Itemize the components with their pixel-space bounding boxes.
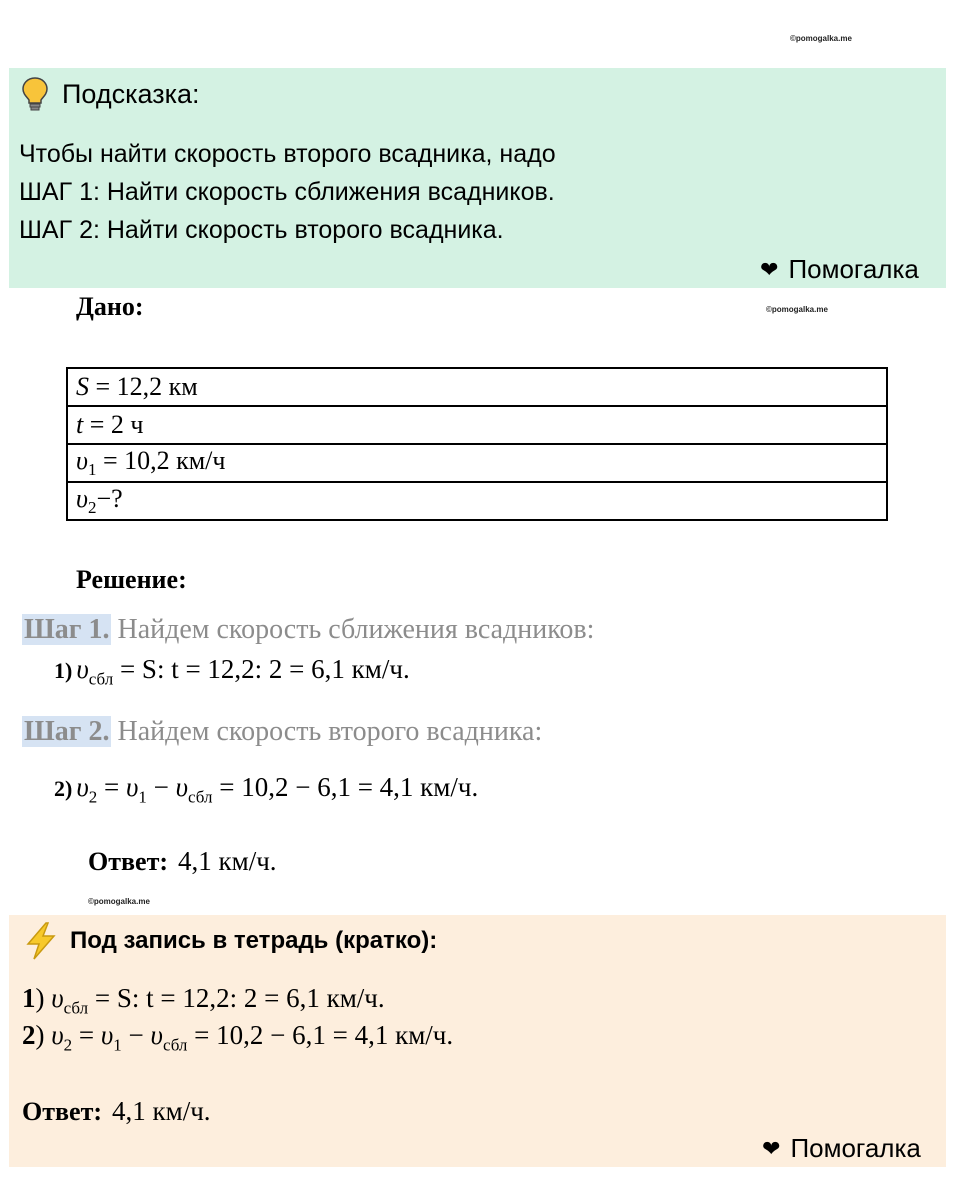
hint-step-2-label: ШАГ 2: [19, 216, 100, 244]
notes-title [22, 921, 437, 961]
step-2-text: Найдем скорость второго всадника: [117, 716, 543, 747]
given-value: −? [96, 483, 123, 513]
hint-step-1-text: Найти скорость сближения всадников. [99, 178, 555, 206]
hint-title [20, 76, 200, 112]
given-value: = 2 ч [83, 410, 144, 439]
notes-answer [22, 1096, 211, 1127]
answer-label: Ответ: [22, 1097, 103, 1126]
hint-step-1-label: ШАГ 1: [19, 178, 100, 206]
given-value: = 10,2 км/ч [96, 445, 226, 475]
formula-1: 1) $\upsilon_{сбл} = S$: t = 12,2: 2 = 6,1 км/ч. [54, 654, 410, 689]
hint-step-2-text: Найти скорость второго всадника. [99, 216, 504, 244]
answer-label: Ответ: [88, 847, 169, 876]
formula-number: 2) [54, 776, 73, 801]
brand-notes [762, 1133, 921, 1164]
answer-value: 4,1 км/ч. [112, 1096, 211, 1126]
brand-label: Помогалка [788, 254, 919, 284]
hint-title-text: Подсказка: [62, 78, 200, 109]
given-var: S [76, 372, 89, 401]
subscript-sbl: сбл [162, 1035, 188, 1055]
notes-formula-1: 1) $\upsilon_{сбл} = S$: t = 12,2: 2 = 6,1 км/ч. [22, 983, 385, 1018]
step-1-text: Найдем скорость сближения всадников: [117, 614, 595, 645]
notes-formula-2: 2) $\upsilon_2 = \upsilon_1 - \upsilon_{сбл} = 10,2 - 6,1 = 4,1$ км/ч. [22, 1020, 454, 1055]
given-sub: 1 [87, 460, 97, 480]
given-sub: 2 [87, 498, 97, 518]
given-var: υ [76, 445, 88, 475]
lightning-icon [22, 921, 60, 961]
solution-step-2 [22, 716, 542, 748]
formula-number: 2 [22, 1020, 36, 1050]
heart-icon: ❤ [762, 1135, 781, 1161]
formula-number: 1 [22, 983, 36, 1013]
step-1-label: Шаг 1. [24, 614, 110, 645]
given-row [67, 406, 887, 444]
watermark: ©pomogalka.me [790, 34, 852, 43]
given-row [67, 368, 887, 406]
hint-step-2 [19, 216, 504, 245]
given-row [67, 482, 887, 520]
heart-icon: ❤ [760, 256, 779, 282]
answer-value: 4,1 км/ч. [178, 846, 277, 876]
formula-1-text: = S: t = 12,2: 2 = 6,1 км/ч. [113, 654, 410, 684]
notes-title-text: Под запись в тетрадь (кратко): [70, 927, 438, 954]
given-var: t [76, 410, 84, 439]
subscript-sbl: сбл [88, 669, 114, 689]
hint-line: Чтобы найти скорость второго всадника, надо [19, 140, 556, 168]
given-value: = 12,2 км [89, 372, 198, 401]
hint-step-1 [19, 178, 555, 207]
lightbulb-icon [20, 76, 50, 112]
given-var: υ [76, 483, 88, 513]
subscript-sbl: сбл [188, 787, 213, 807]
given-table [66, 367, 888, 521]
given-row [67, 444, 887, 482]
formula-2-text: = 10,2 − 6,1 = 4,1 км/ч. [212, 772, 479, 802]
formula-2: 2) $\upsilon_2 = \upsilon_1 - \upsilon_{сбл} = 10,2 - 6,1 = 4,1$ км/ч. [54, 772, 479, 807]
brand-hint [760, 254, 919, 285]
solution-step-1 [22, 614, 594, 646]
subscript-sbl: сбл [63, 998, 89, 1018]
notes-formula-2-text: = 10,2 − 6,1 = 4,1 км/ч. [187, 1020, 454, 1050]
notes-formula-1-text: = S: t = 12,2: 2 = 6,1 км/ч. [88, 983, 385, 1013]
step-2-label: Шаг 2. [24, 716, 110, 747]
solution-heading: Решение: [76, 565, 187, 594]
given-heading: Дано: [76, 292, 144, 321]
watermark: ©pomogalka.me [766, 305, 828, 314]
watermark: ©pomogalka.me [88, 897, 150, 906]
brand-label: Помогалка [790, 1133, 921, 1163]
solution-answer [88, 846, 277, 877]
formula-number: 1) [54, 658, 73, 683]
